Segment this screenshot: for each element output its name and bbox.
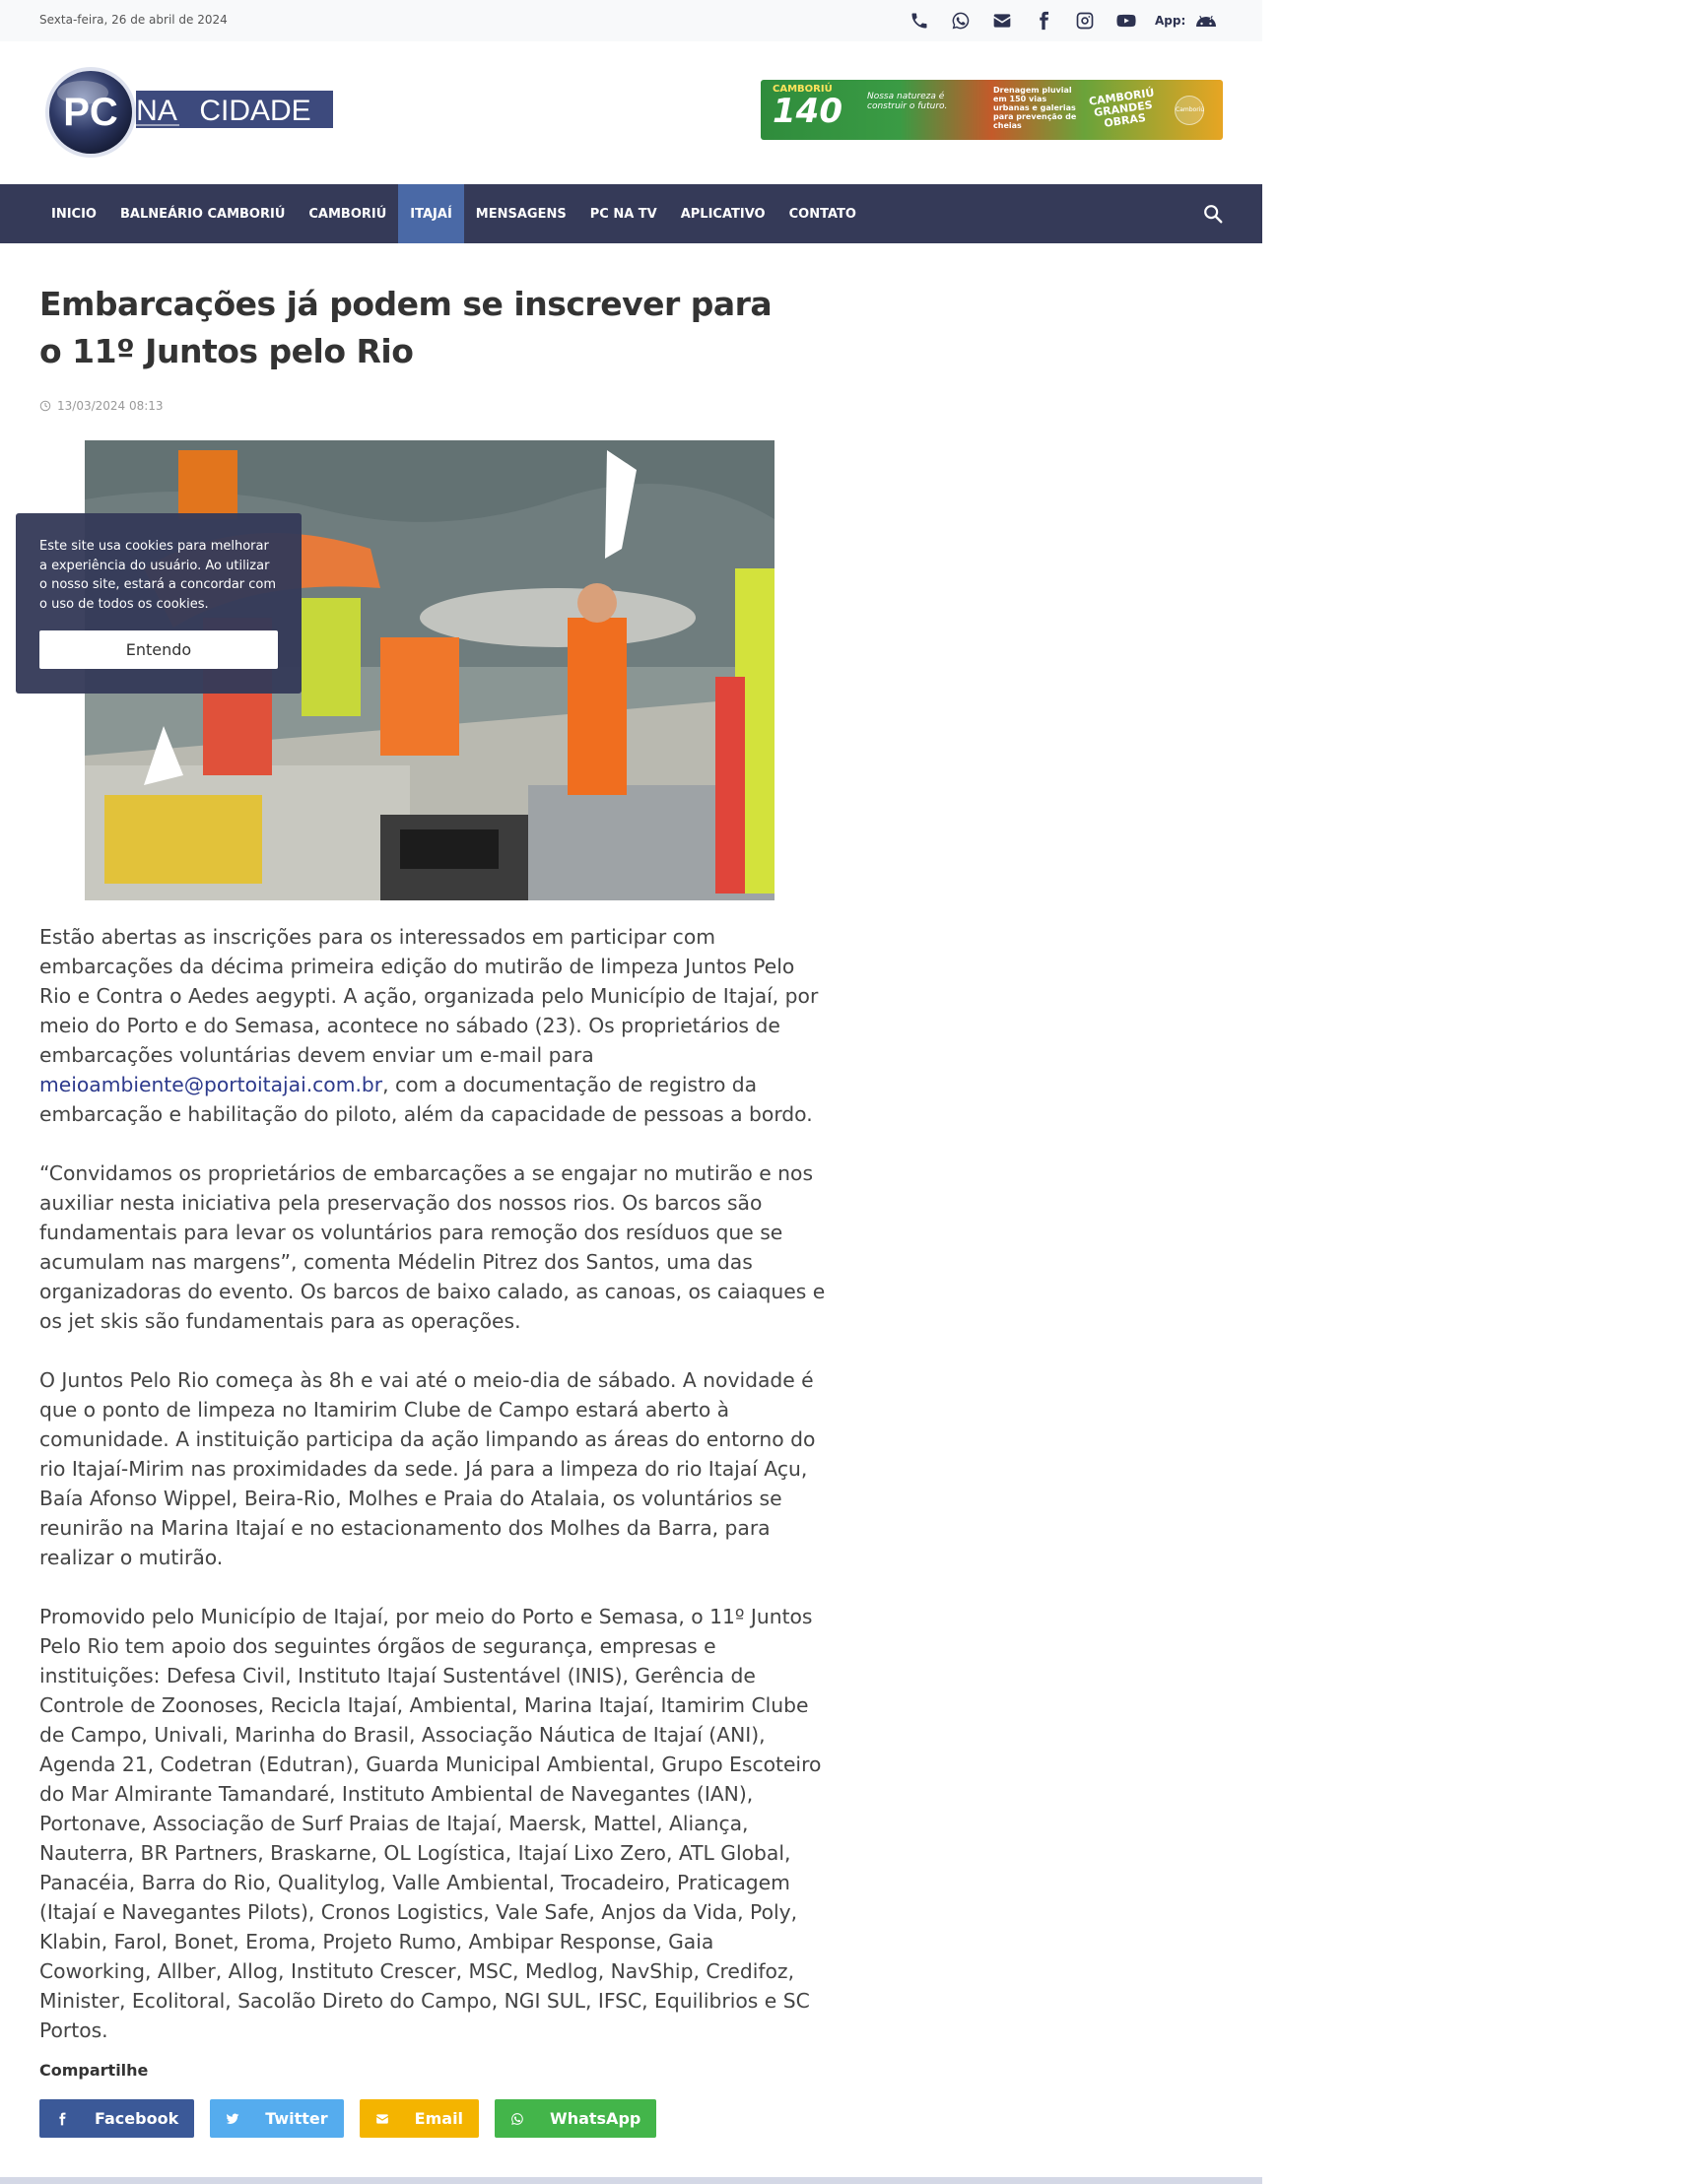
paragraph-text: , com a documentação de registro da embarcação e habilitação do piloto, além da capacidade de pessoas a bordo. [39, 1073, 813, 1126]
whatsapp-icon[interactable] [946, 6, 976, 35]
share-label: Facebook [95, 2109, 179, 2128]
banner-140 [773, 84, 842, 131]
nav-item[interactable]: PC NA TV [589, 206, 657, 222]
clock-icon [39, 400, 51, 412]
banner-headline: Drenagem pluvial em 150 vias urbanas e galerias para prevenção de cheias [993, 86, 1077, 130]
logo-cidade-text: CIDADE [199, 95, 311, 127]
share-email-button[interactable] [360, 2099, 479, 2138]
email-link[interactable]: meioambiente@portoitajai.com.br [39, 1073, 383, 1096]
logo-na-text: NA [136, 95, 177, 127]
cookie-accept-button[interactable]: Entendo [39, 630, 278, 669]
banner-number: 140 [773, 92, 842, 131]
share-twitter-button[interactable] [210, 2099, 343, 2138]
facebook-icon[interactable] [1029, 6, 1058, 35]
twitter-icon [218, 2099, 247, 2138]
envelope-icon [368, 2099, 397, 2138]
footer-divider [0, 2177, 1262, 2184]
article-paragraph: Promovido pelo Município de Itajaí, por meio do Porto e Semasa, o 11º Juntos Pelo Rio tem apoio dos seguintes órgãos de segurança, empresas e instituições: Defesa Civil, Instituto Itajaí Sustentável (INIS), Gerência de Controle de Zoonoses, Recicla Itajaí, Ambiental, Marina Itajaí, Itamirim Clube de Campo, Univali, Marinha do Brasil, Associação Náutica de Itajaí (ANI), Agenda 21, Codetran (Edutran), Guarda Municipal Ambiental, Grupo Escoteiro do Mar Almirante Tamandaré, Instituto Ambiental de Navegantes (IAN), Portonave, Associação de Surf Praias de Itajaí, Maersk, Mattel, Aliança, Nauterra, BR Partners, Braskarne, OL Logística, Itajaí Lixo Zero, ATL Global, Panacéia, Barra do Rio, Qualitylog, Valle Ambiental, Trocadeiro, Praticagem (Itajaí e Navegantes Pilots), Cronos Logistics, Vale Safe, Anjos da Vida, Poly, Klabin, Farol, Bonet, Eroma, Projeto Rumo, Ambipar Response, Gaia Coworking, Allber, Allog, Instituto Crescer, MSC, Medlog, NavShip, Credifoz, Minister, Ecolitoral, Sacolão Direto do Campo, NGI SUL, IFSC, Equilibrios e SC Portos. [39, 1605, 822, 2042]
social-icons [905, 6, 1219, 35]
article-paragraph: “Convidamos os proprietários de embarcações a se engajar no mutirão e nos auxiliar nesta iniciativa pela preservação dos nossos rios. Os barcos são fundamentais para levar os voluntários para remoção dos resíduos que se acumulam nas margens”, comenta Médelin Pitrez dos Santos, uma das organizadoras do evento. Os barcos de baixo calado, as canoas, os caiaques e os jet skis são fundamentais para as operações. [39, 1161, 826, 1333]
android-icon[interactable] [1193, 11, 1219, 31]
top-bar [0, 0, 1262, 41]
paragraph-text: Estão abertas as inscrições para os interessados em participar com embarcações da décima primeira edição do mutirão de limpeza Juntos Pelo Rio e Contra o Aedes aegypti. A ação, organizada pelo Município de Itajaí, por meio do Porto e do Semasa, acontece no sábado (23). Os proprietários de embarcações voluntárias devem enviar um e-mail para [39, 925, 819, 1067]
logo-pc-text: PC [63, 91, 118, 134]
share-label: Twitter [265, 2109, 328, 2128]
share-label: WhatsApp [550, 2109, 641, 2128]
article-paragraph [39, 922, 828, 1129]
nav-list [0, 184, 1262, 243]
nav-item[interactable]: INICIO [51, 206, 97, 222]
facebook-icon [47, 2099, 77, 2138]
article-timestamp: 13/03/2024 08:13 [57, 399, 164, 413]
search-icon[interactable] [1202, 203, 1224, 225]
nav-item[interactable]: CONTATO [788, 206, 856, 222]
share-buttons [39, 2099, 672, 2138]
site-logo[interactable] [41, 63, 337, 162]
cookie-text: Este site usa cookies para melhorar a experiência do usuário. Ao utilizar o nosso site, estará a concordar com o uso de todos os cookies. [39, 539, 277, 612]
main-nav [0, 184, 1262, 243]
app-label: App: [1155, 14, 1186, 28]
site-header [0, 41, 1262, 184]
envelope-icon[interactable] [987, 6, 1017, 35]
nav-item[interactable]: MENSAGENS [475, 206, 567, 222]
instagram-icon[interactable] [1070, 6, 1100, 35]
nav-item[interactable]: BALNEÁRIO CAMBORIÚ [119, 206, 286, 222]
share-facebook-button[interactable] [39, 2099, 194, 2138]
article-title: Embarcações já podem se inscrever para o 11º Juntos pelo Rio [39, 285, 773, 370]
banner-slogan: Nossa natureza é construir o futuro. [867, 92, 948, 111]
whatsapp-icon [503, 2099, 532, 2138]
banner-seal [1175, 96, 1204, 125]
nav-item[interactable]: CAMBORIÚ [308, 206, 387, 222]
article-meta [39, 399, 164, 413]
share-label: Email [414, 2109, 464, 2128]
phone-icon[interactable] [905, 6, 934, 35]
share-title: Compartilhe [39, 2061, 149, 2080]
nav-item[interactable]: ITAJAÍ [398, 184, 464, 243]
cookie-notice [16, 513, 302, 694]
banner-brand: CAMBORIÚ [773, 84, 833, 95]
share-whatsapp-button[interactable] [495, 2099, 656, 2138]
camboriu-ad-banner[interactable] [761, 80, 1223, 140]
article-body [39, 922, 828, 2075]
banner-seal-text: Camboriú [1176, 106, 1205, 113]
current-date: Sexta-feira, 26 de abril de 2024 [39, 13, 228, 27]
youtube-icon[interactable] [1111, 6, 1141, 35]
banner-tag: CAMBORIÚ GRANDES OBRAS [1088, 86, 1156, 130]
article-paragraph: O Juntos Pelo Rio começa às 8h e vai até o meio-dia de sábado. A novidade é que o ponto de limpeza no Itamirim Clube de Campo estará aberto à comunidade. A instituição participa da ação limpando as áreas do entorno do rio Itajaí-Mirim nas proximidades da sede. Já para a limpeza do rio Itajaí Açu, Baía Afonso Wippel, Beira-Rio, Molhes e Praia do Atalaia, os voluntários se reunirão na Marina Itajaí e no estacionamento dos Molhes da Barra, para realizar o mutirão. [39, 1368, 816, 1569]
nav-item[interactable]: APLICATIVO [680, 206, 766, 222]
